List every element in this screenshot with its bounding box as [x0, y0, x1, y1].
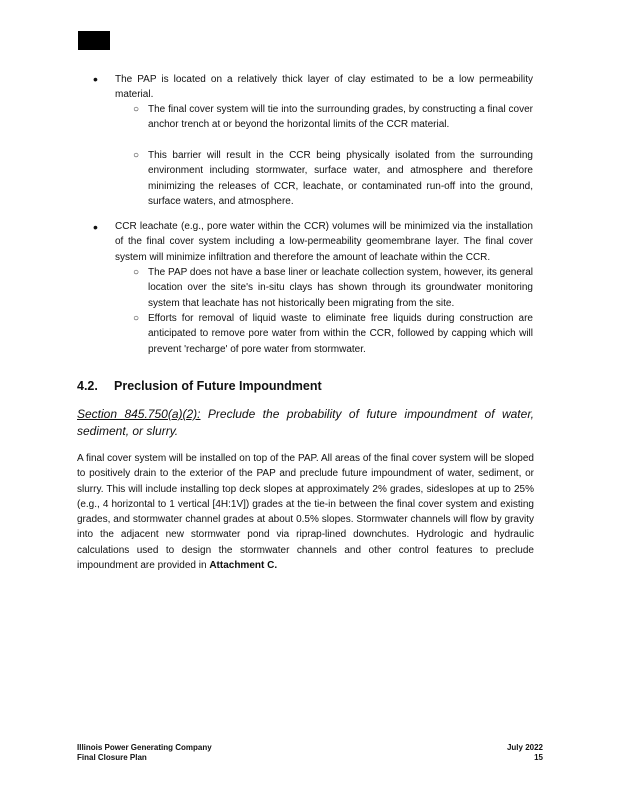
bullet-icon: •: [93, 219, 98, 235]
sub-bullet-icon: ○: [133, 267, 140, 278]
page-number: 15: [534, 753, 543, 762]
footer-company: Illinois Power Generating Company: [77, 743, 212, 752]
requirement-text: Preclude the probability of future impoundment of water, sediment, or slurry.: [77, 407, 534, 438]
sub-bullet-text-1-2: This barrier will result in the CCR being physically isolated from the surrounding environment including stormwater, surface water, and atmosphere and therefore minimizing the releases of CCR, leachate, or contaminated run-off into the ground, surface waters, and atmosphere.: [148, 150, 533, 208]
section-paragraph: [77, 451, 534, 573]
bullet-icon: •: [93, 71, 98, 87]
paragraph-text: A final cover system will be installed on top of the PAP. All areas of the final cover system will be sloped to positively drain to the exterior of the PAP and preclude future impoundment of water, sediment, or slurry. This will include installing top deck slopes at approximately 2% grades, sideslopes at up to 25% (e.g., 4 horizontal to 1 vertical [4H:1V]) grades at the tie-in between the final cover system and existing grades, and stormwater channel grades at about 0.5% slopes. Stormwater channels will flow by gravity into the adjacent new stormwater pond via riprap-lined downchutes. Hydrologic and hydraulic calculations used to design the stormwater channels and other control features to preclude impoundment are provided in: [77, 453, 534, 572]
sub-bullet-icon: ○: [133, 150, 140, 161]
page-footer: [77, 743, 543, 763]
section-requirement: [77, 406, 534, 440]
bullet-text-1: The PAP is located on a relatively thick layer of clay estimated to be a low permeability material.: [115, 74, 533, 101]
sub-bullet-text-2-2: Efforts for removal of liquid waste to eliminate free liquids during construction are anticipated to remove pore water from within the CCR, followed by capping which will prevent 'recharge' of pore water from stormwater.: [148, 313, 533, 355]
sub-bullet-icon: ○: [133, 104, 140, 115]
section-heading: [77, 379, 322, 393]
section-title: Preclusion of Future Impoundment: [114, 379, 322, 393]
section-number: 4.2.: [77, 379, 98, 393]
redaction-block: [78, 31, 110, 50]
sub-bullet-text-1-1: The final cover system will tie into the surrounding grades, by constructing a final cover anchor trench at or beyond the horizontal limits of the CCR material.: [148, 104, 533, 131]
section-reference: Section 845.750(a)(2):: [77, 407, 201, 421]
footer-date: July 2022: [506, 743, 543, 752]
sub-bullet-text-2-1: The PAP does not have a base liner or leachate collection system, however, its general location over the site's in-situ clays has shown through its groundwater monitoring system that leachate has not historically been migrating from the site.: [148, 267, 533, 309]
attachment-reference: Attachment C.: [209, 560, 278, 572]
bullet-text-2: CCR leachate (e.g., pore water within the CCR) volumes will be minimized via the installation of the final cover system including a low-permeability geomembrane layer. The final cover system will minimize infiltration and therefore the amount of leachate within the CCR.: [115, 221, 533, 263]
footer-document: Final Closure Plan: [77, 753, 147, 762]
sub-bullet-icon: ○: [133, 313, 140, 324]
